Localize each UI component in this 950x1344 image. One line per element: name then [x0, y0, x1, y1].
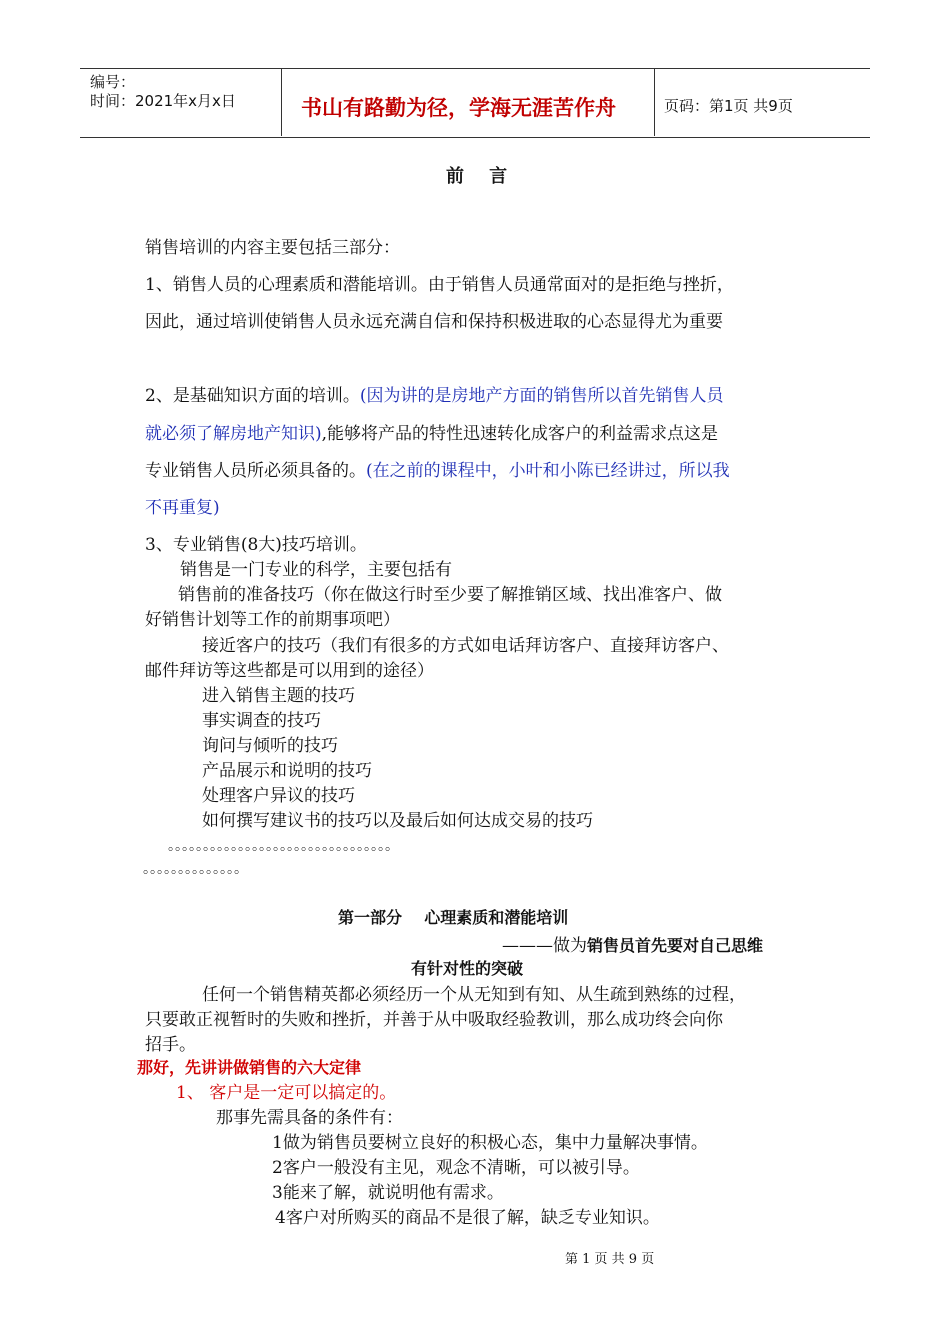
header-number-label: 编号： — [90, 73, 136, 91]
intro-line — [145, 419, 718, 444]
skill-item: 产品展示和说明的技巧 — [202, 761, 372, 781]
intro-note: 就必须了解房地产知识) — [145, 424, 322, 444]
conditions-intro: 那事先需具备的条件有： — [216, 1108, 403, 1128]
intro-line: 销售是一门专业的科学，主要包括有 — [180, 560, 452, 580]
intro-note: (在之前的课程中，小叶和小陈已经讲过，所以我 — [366, 461, 730, 481]
section-heading: 第一部分 心理素质和潜能培训 — [338, 908, 569, 927]
dots-line: 。。。。。。。。。。。。。。 — [143, 861, 248, 877]
skill-item: 进入销售主题的技巧 — [202, 686, 355, 706]
page-title: 前 言 — [446, 166, 508, 187]
skill-item: 处理客户异议的技巧 — [202, 786, 355, 806]
section-subtitle-line2: 有针对性的突破 — [411, 959, 524, 978]
intro-line — [145, 381, 723, 406]
section-subtitle — [502, 931, 763, 956]
condition-item: 2客户一般没有主见，观念不清晰，可以被引导。 — [272, 1158, 640, 1178]
header-page-code: 页码：第1页 共9页 — [664, 97, 793, 115]
dots-line: 。。。。。。。。。。。。。。。。。。。。。。。。。。。。。。。。 — [168, 838, 399, 854]
condition-item: 4客户对所购买的商品不是很了解，缺乏专业知识。 — [275, 1208, 660, 1228]
intro-line: 接近客户的技巧（我们有很多的方式如电话拜访客户、直接拜访客户、 — [202, 636, 729, 656]
header-divider — [281, 68, 282, 136]
intro-text: ,能够将产品的特性迅速转化成客户的利益需求点这是 — [321, 424, 719, 444]
intro-text: 2、是基础知识方面的培训。 — [145, 386, 360, 406]
intro-line: 因此，通过培训使销售人员永远充满自信和保持积极进取的心态显得尤为重要 — [145, 312, 723, 332]
header-time-label: 时间：2021年x月x日 — [90, 92, 236, 110]
intro-line: 好销售计划等工作的前期事项吧） — [145, 610, 400, 630]
condition-item: 1做为销售员要树立良好的积极心态，集中力量解决事情。 — [272, 1133, 708, 1153]
intro-text: 专业销售人员所必须具备的。 — [145, 461, 366, 481]
red-heading: 那好，先讲讲做销售的六大定律 — [137, 1058, 362, 1077]
header-divider — [654, 68, 655, 136]
intro-note: (因为讲的是房地产方面的销售所以首先销售人员 — [359, 386, 724, 406]
intro-line: 销售培训的内容主要包括三部分： — [145, 238, 400, 258]
skill-item: 如何撰写建议书的技巧以及最后如何达成交易的技巧 — [202, 811, 593, 831]
intro-line: 邮件拜访等这些都是可以用到的途径） — [145, 661, 434, 681]
intro-line — [145, 456, 730, 481]
subtitle-bold: 销售员首先要对自己思维 — [587, 936, 764, 955]
paragraph-line: 只要敢正视暂时的失败和挫折，并善于从中吸取经验教训，那么成功终会向你 — [145, 1010, 723, 1030]
skill-item: 事实调查的技巧 — [202, 711, 321, 731]
condition-item: 3能来了解，就说明他有需求。 — [272, 1183, 504, 1203]
law-item: 1、 客户是一定可以搞定的。 — [176, 1083, 397, 1103]
subtitle-prefix: ———做为 — [502, 936, 587, 956]
intro-note: 不再重复) — [145, 498, 220, 518]
intro-line: 1、销售人员的心理素质和潜能培训。由于销售人员通常面对的是拒绝与挫折， — [145, 275, 734, 295]
header-motto: 书山有路勤为径，学海无涯苦作舟 — [301, 96, 616, 120]
page-footer: 第 1 页 共 9 页 — [565, 1252, 655, 1267]
intro-line: 3、专业销售(8大)技巧培训。 — [145, 535, 367, 555]
paragraph-line: 招手。 — [145, 1035, 196, 1055]
paragraph-line: 任何一个销售精英都必须经历一个从无知到有知、从生疏到熟练的过程， — [202, 985, 746, 1005]
intro-line: 销售前的准备技巧（你在做这行时至少要了解推销区域、找出准客户、做 — [178, 585, 722, 605]
skill-item: 询问与倾听的技巧 — [202, 736, 338, 756]
